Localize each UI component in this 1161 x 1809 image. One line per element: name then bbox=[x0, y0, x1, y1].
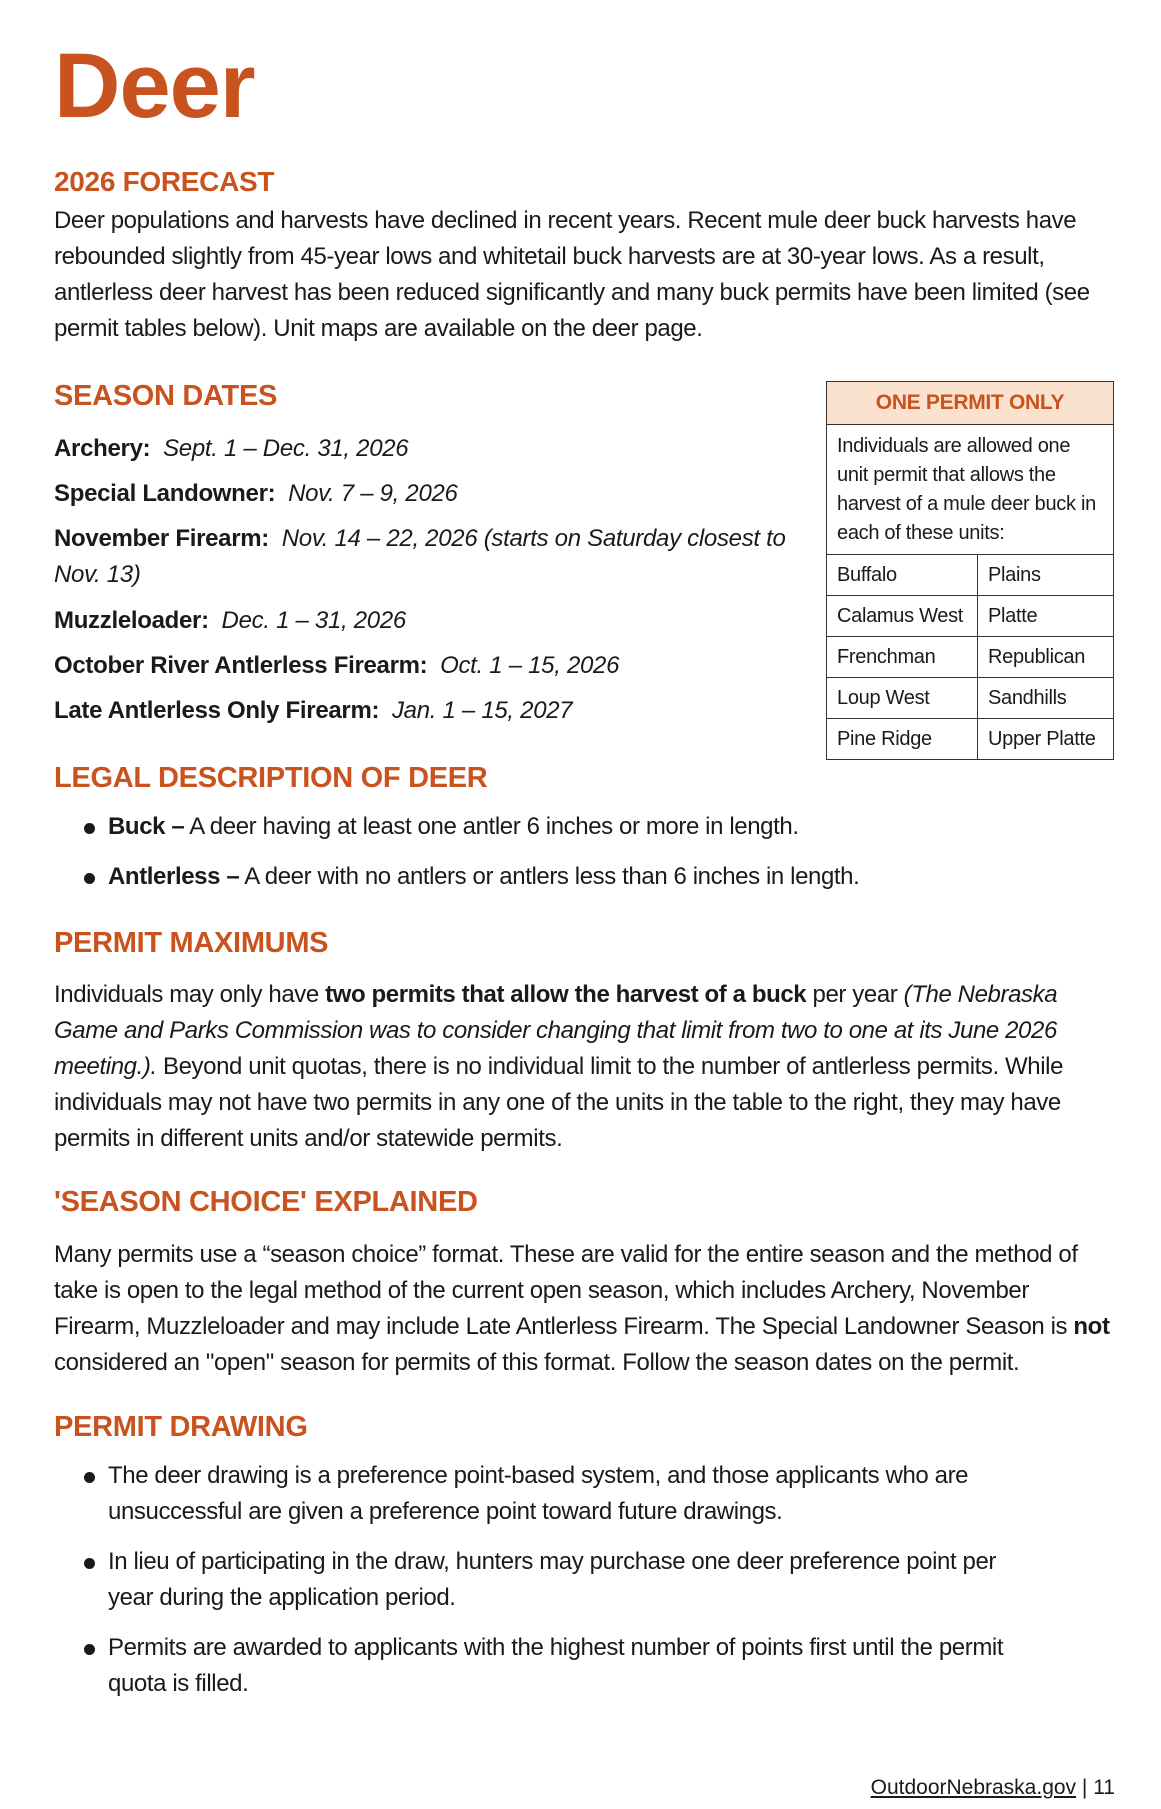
unit-cell: Calamus West bbox=[827, 596, 978, 637]
season-label: October River Antlerless Firearm: bbox=[54, 652, 428, 679]
legal-text: A deer with no antlers or antlers less than 6 inches in length. bbox=[239, 863, 860, 890]
season-label: Muzzleloader: bbox=[54, 607, 209, 634]
season-november-firearm bbox=[54, 521, 794, 593]
unit-cell: Pine Ridge bbox=[827, 719, 978, 759]
unit-cell: Upper Platte bbox=[988, 728, 1096, 750]
list-item bbox=[84, 859, 1104, 895]
season-value: Nov. 7 – 9, 2026 bbox=[288, 480, 458, 507]
legal-list bbox=[84, 809, 1104, 895]
unit-cell: Buffalo bbox=[827, 555, 978, 596]
season-archery bbox=[54, 431, 794, 467]
list-item bbox=[84, 809, 1104, 845]
page-title: Deer bbox=[54, 35, 255, 137]
drawing-list bbox=[84, 1458, 1044, 1702]
legal-text: A deer having at least one antler 6 inches or more in length. bbox=[184, 813, 799, 840]
list-item: Permits are awarded to applicants with the highest number of points first until the permit quota is filled. bbox=[84, 1630, 1044, 1702]
season-value: Dec. 1 – 31, 2026 bbox=[221, 607, 406, 634]
season-label: Late Antlerless Only Firearm: bbox=[54, 697, 380, 724]
unit-cell: Loup West bbox=[827, 678, 978, 719]
season-value: Sept. 1 – Dec. 31, 2026 bbox=[163, 435, 409, 462]
drawing-heading: PERMIT DRAWING bbox=[54, 1411, 308, 1443]
legal-heading: LEGAL DESCRIPTION OF DEER bbox=[54, 762, 488, 794]
season-choice-text bbox=[54, 1237, 1114, 1381]
season-late-antlerless bbox=[54, 693, 794, 729]
one-permit-description: Individuals are allowed one unit permit that allows the harvest of a mule deer buck in each of these units: bbox=[827, 425, 1113, 555]
footer-separator: | bbox=[1076, 1776, 1094, 1799]
forecast-text: Deer populations and harvests have declined in recent years. Recent mule deer buck harvests have rebounded slightly from 45-year lows and whitetail buck harvests are at 30-year lows. As a result, antlerless deer harvest has been reduced significantly and many buck permits have been limited (see permit tables below). Unit maps are available on the deer page. bbox=[54, 207, 1090, 342]
list-item: In lieu of participating in the draw, hunters may purchase one deer preference point per year during the application period. bbox=[84, 1544, 1044, 1616]
season-muzzleloader bbox=[54, 603, 794, 639]
page-number: 11 bbox=[1093, 1776, 1115, 1799]
season-dates-heading: SEASON DATES bbox=[54, 380, 278, 412]
permit-max-italic: (The Nebraska Game and Parks Commission was to consider changing that limit from two to one at its June 2026 meeting.). bbox=[54, 981, 1058, 1080]
unit-cell: Sandhills bbox=[978, 678, 1113, 719]
season-choice-t2: considered an "open" season for permits of this format. Follow the season dates on the permit. bbox=[54, 1349, 1020, 1376]
unit-cell: Republican bbox=[978, 637, 1113, 678]
season-value: Oct. 1 – 15, 2026 bbox=[440, 652, 620, 679]
season-label: November Firearm: bbox=[54, 525, 269, 552]
site-link[interactable]: OutdoorNebraska.gov bbox=[870, 1776, 1077, 1799]
season-value: Jan. 1 – 15, 2027 bbox=[391, 697, 573, 724]
season-choice-heading: 'SEASON CHOICE' EXPLAINED bbox=[54, 1186, 478, 1218]
one-permit-table bbox=[826, 381, 1114, 760]
unit-cell: Frenchman bbox=[827, 637, 978, 678]
season-label: Archery: bbox=[54, 435, 151, 462]
unit-cell: Plains bbox=[978, 555, 1113, 596]
page-footer bbox=[871, 1776, 1115, 1800]
season-choice-t1: Many permits use a “season choice” format. These are valid for the entire season and the method of take is open to the legal method of the current open season, which includes Archery, November Firearm, Muzzleloader and may include Late Antlerless Firearm. The Special Landowner Season is bbox=[54, 1241, 1078, 1340]
season-value: Nov. 14 – 22, 2026 (starts on Saturday closest to Nov. 13) bbox=[54, 525, 786, 588]
permit-max-text bbox=[54, 977, 1114, 1157]
unit-cell: Platte bbox=[978, 596, 1113, 637]
season-october-river bbox=[54, 648, 794, 684]
permit-max-t3: Beyond unit quotas, there is no individual limit to the number of antlerless permits. While individuals may not have two permits in any one of the units in the table to the right, they may have permits in different units and/or statewide permits. bbox=[54, 1053, 1064, 1152]
forecast-heading: 2026 FORECAST bbox=[54, 166, 275, 197]
unit-grid bbox=[827, 555, 1113, 759]
season-special-landowner bbox=[54, 476, 794, 512]
permit-max-bold: two permits that allow the harvest of a buck bbox=[325, 981, 807, 1008]
list-item: The deer drawing is a preference point-based system, and those applicants who are unsuccessful are given a preference point toward future drawings. bbox=[84, 1458, 1044, 1530]
season-choice-bold: not bbox=[1073, 1313, 1110, 1340]
legal-term: Antlerless – bbox=[108, 863, 240, 890]
legal-term: Buck – bbox=[108, 813, 185, 840]
season-label: Special Landowner: bbox=[54, 480, 276, 507]
permit-max-heading: PERMIT MAXIMUMS bbox=[54, 927, 329, 959]
permit-max-t1: Individuals may only have bbox=[54, 981, 326, 1008]
permit-max-t2: per year bbox=[806, 981, 904, 1008]
one-permit-heading: ONE PERMIT ONLY bbox=[827, 382, 1113, 425]
